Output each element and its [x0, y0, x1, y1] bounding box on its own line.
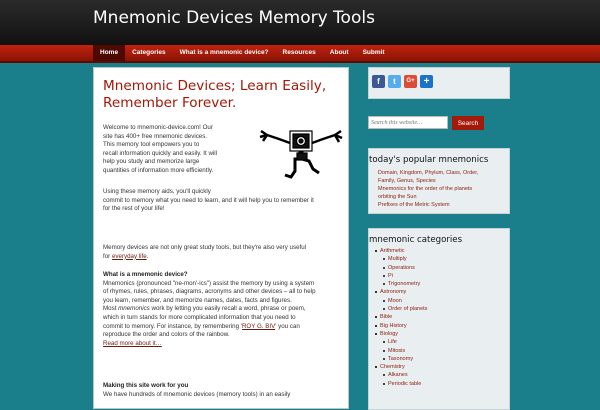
nav-item-home[interactable]: Home [93, 45, 125, 61]
commit-end: ' you can [275, 322, 300, 330]
making-heading: Making this site work for you [103, 382, 189, 389]
intro-line: recall information quickly and easily. It will [103, 149, 218, 157]
aids-paragraph [103, 188, 343, 214]
category-bible[interactable]: Bible [369, 313, 507, 321]
devices-line: Memory devices are not only great study tools, but they're also very useful [103, 244, 307, 251]
making-line: We have hundreds of mnemonic devices (memory tools) in an easily [103, 390, 291, 398]
nav-item-resources[interactable]: Resources [282, 49, 316, 56]
site-title[interactable]: Mnemonic Devices Memory Tools [93, 8, 375, 28]
category-moon[interactable]: Moon [369, 297, 507, 305]
nav-item-submit[interactable]: Submit [362, 49, 385, 56]
most-line [103, 305, 343, 314]
mascot-brain-figure-icon [257, 125, 343, 183]
intro-paragraph [103, 124, 253, 176]
commit-start: commit to memory. For instance, by remembering ' [103, 322, 242, 330]
category-life[interactable]: Life [369, 338, 507, 346]
category-pi[interactable]: Pi [369, 272, 507, 280]
main-content [93, 67, 349, 409]
popular-item[interactable]: orbiting the Sun [378, 194, 417, 200]
category-multiply[interactable]: Multiply [369, 255, 507, 263]
read-more-link[interactable]: Read more about it… [103, 339, 162, 347]
aids-line: for the rest of your life! [103, 205, 165, 213]
main-nav [0, 45, 600, 63]
popular-item[interactable]: Domain, Kingdom, Phylum, Class, Order, [378, 170, 479, 176]
popular-item[interactable]: Family, Genus, Species [378, 178, 436, 184]
category-mitosis[interactable]: Mitosis [369, 347, 507, 355]
intro-line: Welcome to mnemonic-device.com! Our [103, 124, 213, 131]
category-trigonometry[interactable]: Trigonometry [369, 280, 507, 288]
category-biology[interactable]: Biology [369, 330, 507, 338]
intro-line: This memory tool empowers you to [103, 141, 200, 149]
what-line: Mnemonics (pronounced "ne-mon'-ics") assist the memory by using a system [103, 279, 315, 287]
what-heading: What is a mnemonic device? [103, 271, 188, 278]
category-astronomy[interactable]: Astronomy [369, 288, 507, 296]
aids-line: commit to memory what you need to learn, and it will help you to remember it [103, 196, 314, 204]
most-line-2: which in turn stands for more complicated information that you need to [103, 313, 296, 321]
nav-item-about[interactable]: About [329, 49, 349, 56]
categories-title: mnemonic categories [369, 235, 463, 245]
twitter-icon[interactable]: t [388, 75, 401, 88]
intro-line: quantities of information more efficiently. [103, 166, 214, 174]
what-section [103, 271, 343, 348]
aids-line: Using these memory aids, you'll quickly [103, 188, 211, 195]
social-share-box [368, 67, 510, 99]
search-button[interactable]: Search [452, 116, 484, 130]
popular-item[interactable]: Prefixes of the Metric System [378, 202, 450, 208]
devices-line-2 [103, 253, 343, 262]
categories-box [368, 228, 510, 410]
popular-title: today's popular mnemonics [369, 155, 489, 165]
reproduce-line: reproduce the order and colors of the rainbow. [103, 331, 230, 339]
search-box [368, 110, 508, 136]
devices-end: . [146, 252, 149, 260]
category-arithmetic[interactable]: Arithmetic [369, 247, 507, 255]
share-icon[interactable]: + [420, 75, 433, 88]
most-em: mnemonics [118, 305, 150, 313]
category-periodic-table[interactable]: Periodic table [369, 380, 507, 388]
nav-item-what-is[interactable]: What is a mnemonic device? [179, 49, 269, 56]
popular-item[interactable]: Mnemonics for the order of the planets [378, 186, 473, 192]
intro-line: site has 400+ free mnemonic devices. [103, 132, 208, 140]
intro-line: help you study and memorize large [103, 158, 200, 166]
commit-line [103, 323, 343, 332]
roy-g-biv-link[interactable]: ROY G. BIV [241, 322, 276, 330]
category-operations[interactable]: Operations [369, 264, 507, 272]
googleplus-icon[interactable]: G+ [404, 75, 417, 88]
facebook-icon[interactable]: f [372, 75, 385, 88]
most-rest: work by letting you easily recall a word, phrase or poem, [149, 305, 306, 313]
everyday-life-link[interactable]: everyday life [111, 252, 147, 260]
category-big-history[interactable]: Big History [369, 322, 507, 330]
search-input[interactable] [368, 116, 448, 129]
category-alkanes[interactable]: Alkanes [369, 371, 507, 379]
category-taxonomy[interactable]: Taxonomy [369, 355, 507, 363]
popular-mnemonics-box [368, 148, 510, 214]
making-section [103, 382, 343, 399]
devices-paragraph [103, 244, 343, 261]
category-chemistry[interactable]: Chemistry [369, 363, 507, 371]
site-header [0, 0, 600, 45]
category-order-of-planets[interactable]: Order of planets [369, 305, 507, 313]
most-start: Most [103, 305, 119, 313]
page-title: Mnemonic Devices; Learn Easily, Remember Forever. [103, 78, 327, 111]
devices-for: for [103, 252, 112, 260]
what-line: of rhymes, rules, phrases, diagrams, acronyms and other devices – all to help [103, 288, 316, 296]
nav-item-categories[interactable]: Categories [132, 49, 166, 56]
categories-list [369, 247, 507, 388]
what-line: you learn, remember, and memorize names, dates, facts and figures. [103, 296, 292, 304]
